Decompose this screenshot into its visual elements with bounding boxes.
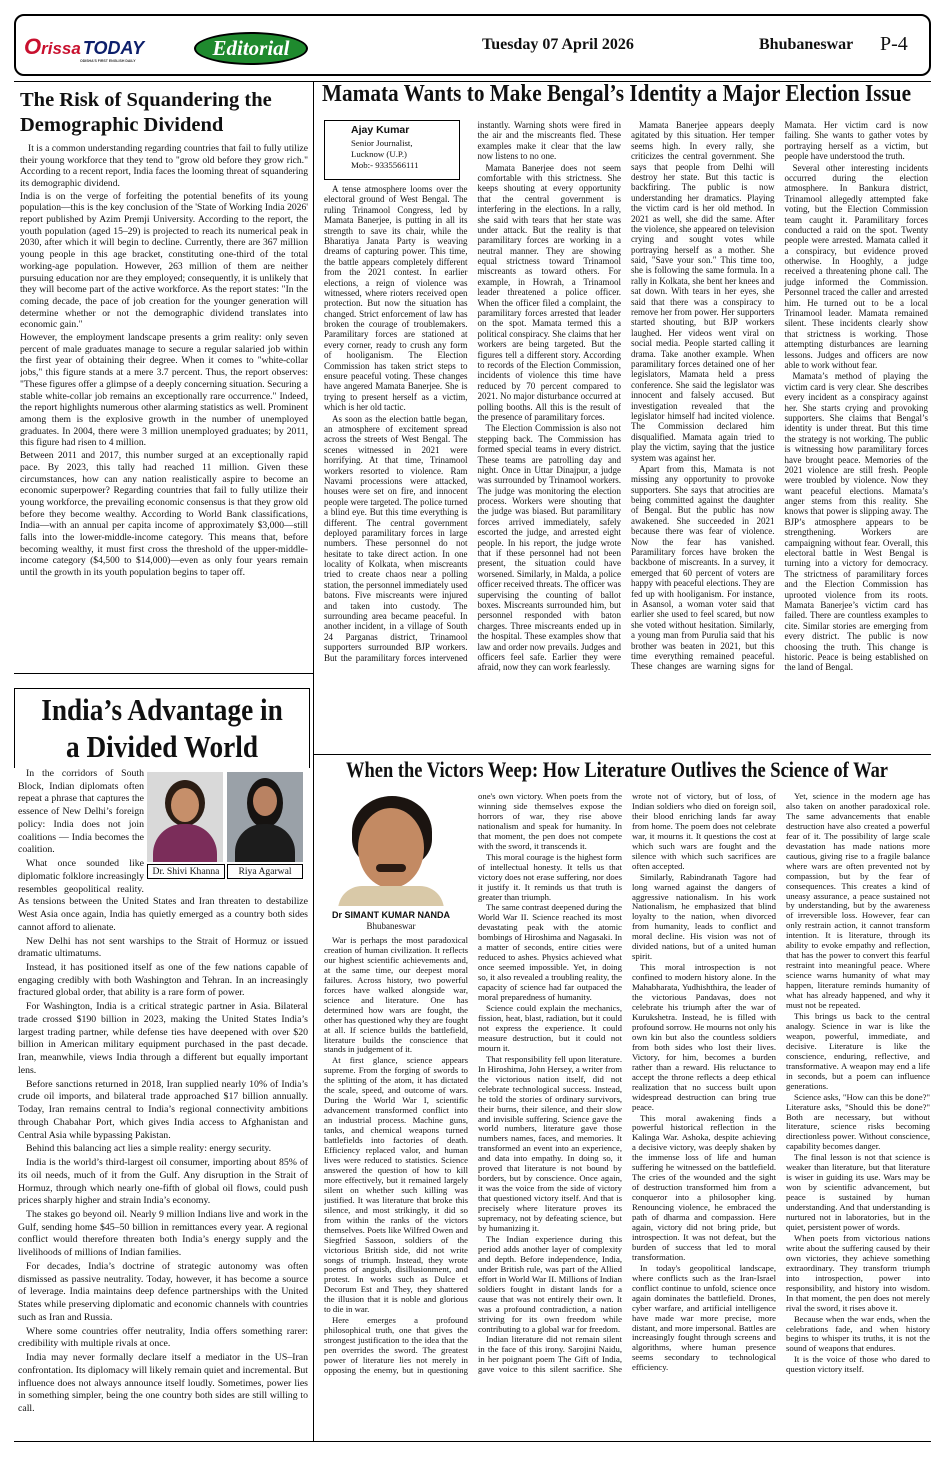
article3-body bbox=[324, 120, 928, 748]
article-india-advantage bbox=[18, 688, 308, 1436]
article4-para: The Indian experience during this period adds another layer of complexity and depth. Before independence, India, under British rule, was part of the Allied effort in World War II. Millions of Indian soldiers fought in distant lands for a cause that was not entirely their own. It was a profound contradiction, a nation striving for its own freedom while contributing to a global war for freedom. bbox=[478, 1233, 622, 1334]
article4-para: In today's geopolitical landscape, where conflicts such as the Iran-Israel conflict continue to unfold, science once again dominates the battlefield. Drones, cyber warfare, and artificial intelligence have made war more precise, more distant, and more impersonal. Battles are increasingly fought through screens and algorithms, where human presence seems secondary to technological efficiency. bbox=[632, 1262, 776, 1373]
logo-rissa: rissa bbox=[41, 39, 81, 58]
author3-name: Ajay Kumar bbox=[351, 124, 410, 136]
article-demographic-dividend bbox=[20, 88, 308, 670]
article4-para: Here emerges a profound philosophical truth, one that gives the strongest justification to the idea that the pen overrides the sword. The greatest power of literature lies not merely in opposing the enemy, but in questioning one's own victory. When poets from the winning side themselves expose the horrors of war, they rise above nationalism and speak for humanity. In that moment, the pen does not compete with the sword, it transcends it. bbox=[324, 792, 622, 1375]
article4-para: This moral awakening finds a powerful historical reflection in the Kalinga War. Ashoka, despite achieving a decisive victory, was deeply shaken by the immense loss of life and human suffering he witnessed on the battlefield. The cries of the wounded and the sight of destruction transformed him from a conqueror into a philosopher king. Renouncing violence, he embraced the path of dharma and compassion. Here again, victory did not bring pride, but introspection. It was not defeat, but the burden of success that led to moral transformation. bbox=[632, 1112, 776, 1262]
article4-para: This moral courage is the highest form of intellectual honesty. It tells us that victory does not erase suffering, nor does it justify it. It reminds us that truth is greater than triumph. bbox=[478, 851, 622, 902]
article1-title: The Risk of Squandering the Demographic Dividend bbox=[20, 89, 272, 137]
author4-place: Bhubaneswar bbox=[366, 921, 416, 931]
article3-para: Mamata Banerjee does not seem comfortable with this strictness. She keeps shouting at every opportunity that the central government is interfering in the elections. In a rally, she said with tears that her state was under attack. But the reality is that paramilitary forces are working in a neutral manner. They are showing equal strictness toward Trinamool miscreants as toward others. For example, in Howrah, a Trinamool leader threatened a police officer. When the officer filed a complaint, the paramilitary forces arrested that leader on the spot. Mamata termed this a political conspiracy. She claims that her workers are being targeted. But the figures tell a different story. According to records of the Election Commission, incidents of violence this time have reduced by 70 percent compared to 2021. No major disturbance occurred at polling booths. All this is the result of the presence of paramilitary forces. bbox=[477, 162, 621, 422]
article4-para: Similarly, Rabindranath Tagore had long warned against the dangers of aggressive nationalism. In his work Nationalism, he emphasized that blind loyalty to the nation, when divorced from humanity, leads to conflict and moral decline. His vision was not of divided nations, but of a united human spirit. bbox=[632, 871, 776, 962]
article4-para: Indian literature did not remain silent in the face of this irony. Sarojini Naidu, in her poignant poem The Gift of India, gave voice to this silent sacrifice. She wrote not of victory, but of loss, of Indian soldiers who died on foreign soil, their blood enriching lands far away from home. The poem does not celebrate war, it mourns it. It questions the cost at which such wars are fought and the silence with which such sacrifices are often accepted. bbox=[478, 792, 776, 1375]
article2-para: The stakes go beyond oil. Nearly 9 million Indians live and work in the Gulf, sending home $45–50 billion in remittances every year. A regional conflict would therefore threaten both India’s energy supply and the livelihoods of millions of Indian families. bbox=[18, 1208, 308, 1259]
editorial-label: Editorial bbox=[212, 36, 290, 60]
author4-name: Dr SIMANT KUMAR NANDA bbox=[332, 910, 450, 920]
article3-para: Mamata’s method of playing the victim card is very clear. She describes every incident as a conspiracy against her. She starts crying and provoking supporters. She claims that Bengal’s identity is under threat. But this time the strategy is not working. The public is witnessing how paramilitary forces have brought peace. Memories of the 2021 violence are still fresh. People were troubled by violence. Now they want peaceful elections. Mamata’s anger stems from this reality. She knows that power is slipping away. The BJP’s atmosphere appears to be strengthening. Workers are campaigning without fear. Overall, this electoral battle in West Bengal is turning into a victory for democracy. The strictness of paramilitary forces and the Election Commission has uprooted violence from its roots. Mamata Banerjee’s victim card has failed. There are countless examples to cite. Similar stories are emerging from every district. The public is now choosing the truth. This change is historic. Peace is being established on the land of Bengal. bbox=[784, 371, 928, 673]
article2-para: India may never formally declare itself a mediator in the US–Iran confrontation. Its diplomacy will likely remain quiet and incremental. But influence does not always announce itself loudly. Sometimes, power lies in something simpler, being the one country both sides are still willing to call. bbox=[18, 1352, 308, 1414]
article4-para: That responsibility fell upon literature. In Hiroshima, John Hersey, a writer from the victorious nation itself, did not celebrate technological success. Instead, he told the stories of ordinary survivors, their burns, their silence, and their slow and invisible suffering. Science gave the world numbers, literature gave those numbers names, faces, and memories. It transformed an event into an experience, and data into empathy. In doing so, it proved that literature is not bound by borders, but by conscience. Once again, it was the voice from the side of victory that questioned victory itself. And that is precisely where literature proves its supremacy, not by defeating science, but by humanizing it. bbox=[478, 1053, 622, 1233]
caption-khanna: Dr. Shivi Khanna bbox=[147, 864, 225, 879]
article-literature-war bbox=[318, 758, 931, 1438]
rule-bottom bbox=[14, 1441, 931, 1442]
article3-para: Mamata Banerjee appears deeply agitated by this situation. Her temper seems high. In every rally, she criticizes the central government. She says that people from Delhi will destroy her state. But this tactic is backfiring. The public is now understanding her dramatics. Playing the victim card is her old method. In 2021 as well, she did the same. After the violence, she appeared on television crying and sought votes while portraying herself as a mother. She said, "Save your son." This time too, she is following the same formula. In a rally in Kolkata, she bent her knees and sat down. With tears in her eyes, she said that there was a conspiracy to remove her from power. Her supporters started shouting, but BJP workers laughed. Her videos went viral on social media. People started calling it drama. Take another example. When paramilitary forces detained one of her legislators, Mamata held a press conference. She said the legislator was innocent and falsely accused. But investigation revealed that the legislator himself had incited violence. The Commission declared him disqualified. Mamata again tried to play the victim, saying that the justice system was against her. bbox=[631, 120, 775, 463]
article4-para: When poets from victorious nations write about the suffering caused by their own victories, they achieve something extraordinary. They transform triumph into introspection, power into responsibility, and history into wisdom. In that moment, the pen does not merely rival the sword, it rises above it. bbox=[786, 1232, 930, 1313]
article2-para: What once sounded like diplomatic folklore increasingly resembles geopolitical reality. As tensions between the United States and Iran threaten to destabilize West Asia once again, India has quietly emerged as a country both sides cannot afford to alienate. bbox=[18, 858, 308, 933]
author3-mob: Mob:- 9335566111 bbox=[351, 160, 419, 171]
masthead bbox=[14, 14, 931, 76]
article2-para: For Washington, India is a critical strategic partner in Asia. Bilateral trade crossed $190 billion in 2023, making the United States India’s largest trading partner, while defense ties have deepened with over $20 billion in American military equipment purchased in the past decade. Iran, meanwhile, views India through a different but equally important lens. bbox=[18, 1001, 308, 1076]
article2-para: Before sanctions returned in 2018, Iran supplied nearly 10% of India’s crude oil imports, and bilateral trade approached $17 billion annually. Today, Iran remains central to India’s regional connectivity ambitions through Chabahar Port, which gives India access to Afghanistan and Central Asia while bypassing Pakistan. bbox=[18, 1078, 308, 1141]
article1-para: However, the employment landscape presents a grim reality: only seven percent of male graduates manage to secure a regular salaried job within the first year of obtaining their degree. When it comes to "white-collar jobs," this figure stands at a mere 3.7 percent. Thus, the report observes: "These figures offer a glimpse of a deeply concerning situation. Securing a stable white-collar job remains an exceptionally rare occurrence." Indeed, the report highlights numerous other alarming statistics as well. Prominent among them is the explosive growth in the number of unemployed graduates. In 2004, there were 3 million unemployed graduates; by 2011, this figure had risen to 4 million. bbox=[20, 332, 308, 449]
orissa-today-logo bbox=[24, 34, 164, 64]
article3-para: Apart from this, Mamata is not missing any opportunity to provoke supporters. She says that atrocities are being committed against the daughter of Bengal. But the public has now awakened. She succeeded in 2021 because there was fear of violence. Now the fear has vanished. Paramilitary forces have broken the backbone of miscreants. In a survey, it emerged that 60 percent of voters are happy with peaceful elections. They are fed up with hooliganism. For instance, in Asansol, a woman voter said that earlier she used to feel scared, but now she voted without hesitation. Similarly, a young man from Purulia said that his brother was beaten in 2021, but this time everything remained peaceful. These changes are warning signs for Mamata. Her victim card is now failing. She wants to gather votes by portraying herself as a victim, but people have understood the truth. bbox=[631, 120, 928, 672]
rule-left-column bbox=[313, 81, 314, 1441]
masthead-city: Bhubaneswar bbox=[759, 36, 854, 53]
article3-para: Several other interesting incidents occurred during the election atmosphere. In Bankura district, Trinamool allegedly attempted fake voting, but the Election Commission team caught it. Paramilitary forces conducted a raid on the spot. Twenty people were arrested. Mamata called it a conspiracy, but evidence proved otherwise. In Hooghly, a judge received a threatening phone call. The judge informed the Commission. Personnel traced the caller and arrested him. He turned out to be a local Trinamool leader. Mamata remained silent. These incidents clearly show that strictness is working. Those attempting disturbances are learning lessons. Judges and officers are now able to work without fear. bbox=[784, 162, 928, 370]
article4-para: Yet, science in the modern age has also taken on another paradoxical role. The same advancements that enable destruction have also created a powerful fear of it. The possibility of large scale devastation has made nations more cautious, giving rise to a fragile balance where wars are often prevented not by compassion, but by the fear of consequences. This creates a kind of uneasy assurance, a peace sustained not by understanding, but by the awareness of irreversible loss. However, fear can only restrain action, it cannot transform intention. It is literature, through its ability to evoke empathy and reflection, that has the power to convert this fearful restraint into meaningful peace. Where science warns humanity of what may happen, literature reminds humanity of what has already happened, and why it must not be repeated. bbox=[786, 792, 930, 1011]
rule-mid-split bbox=[313, 754, 931, 755]
article1-para: India is on the verge of forfeiting the potential benefits of its young population—this is the key conclusion of the 'State of Working India 2026' report published by Azim Premji University. According to the report, the youth population (aged 15–29) is projected to reach its numerical peak in 2030, after which it will begin to decline. Currently, there are 367 million young people in this age bracket, constituting one-third of the total working-age population. However, 263 million of them are neither pursuing education nor are they employed; consequently, it is unlikely that they will become part of the active workforce. As the report states: "In the coming decade, the pace of job creation for the younger generation will determine whether or not the demographic dividend translates into economic gain." bbox=[20, 190, 308, 331]
editorial-badge bbox=[194, 32, 308, 65]
article2-para: India is the world’s third-largest oil consumer, importing about 85% of its oil needs, much of it from the Gulf. Any disruption in the Strait of Hormuz, through which nearly one-fifth of global oil flows, could push prices sharply higher and strain India’s economy. bbox=[18, 1157, 308, 1207]
article1-body bbox=[20, 143, 308, 668]
article4-para: The same contrast deepened during the World War II. Science reached its most devastating peak with the atomic bombings of Hiroshima and Nagasaki. In a matter of seconds, entire cities were reduced to ashes. Physics achieved what once seemed impossible. Yet, in doing so, it also revealed a troubling reality, the capacity of science had far outpaced the moral preparedness of humanity. bbox=[478, 902, 622, 1003]
logo-tagline: ODISHA'S FIRST ENGLISH DAILY bbox=[80, 59, 136, 63]
article2-para: Instead, it has positioned itself as one of the few nations capable of engaging credibly with both Washington and Tehran. In an increasingly fractured global order, that ability is a rare form of power. bbox=[18, 962, 308, 999]
article2-para: In the corridors of South Block, Indian diplomats often repeat a phrase that captures the essence of New Delhi’s foreign policy: India does not join coalitions — India becomes the coalition. bbox=[18, 768, 144, 856]
article4-para: Because when the war ends, when the celebrations fade, and when history begins to whisper its truths, it is not the sound of weapons that endures. bbox=[786, 1313, 930, 1354]
article2-para: New Delhi has not sent warships to the Strait of Hormuz or issued dramatic ultimatums. bbox=[18, 935, 308, 960]
article2-para: For decades, India’s doctrine of strategic autonomy was often dismissed as passive neutrality. Today, however, it has become a source of leverage. India maintains deep defence partnerships with the United States while preserving diplomatic and economic channels with countries such as Iran and Russia. bbox=[18, 1260, 308, 1323]
article4-para: It is the voice of those who dared to question victory itself. bbox=[786, 1354, 930, 1375]
logo-today: TODAY bbox=[82, 38, 145, 58]
article4-para: At first glance, science appears supreme. From the forging of swords to the splitting of the atom, it has dictated the scale, speed, and outcome of wars. During the World War I, scientific advancement transformed conflict into an industrial process. Machine guns, tanks, and chemical weapons turned battlefields into factories of death. Efficiency replaced valor, and human lives were reduced to statistics. Science answered the question of how to kill more effectively, but it remained largely silent on whether such killing was justified. It was literature that broke this silence, and most strikingly, it did so from within the ranks of the victors themselves. Poets like Wilfred Owen and Siegfried Sassoon, soldiers of the victorious British side, did not write songs of triumph. Instead, they wrote poems of anguish, disillusionment, and protest. In works such as Dulce et Decorum Est and They, they shattered the illusion that it is noble and glorious to die in war. bbox=[324, 1055, 468, 1315]
article4-para: War is perhaps the most paradoxical creation of human civilization. It reflects our highest scientific achievements and, at the same time, our deepest moral failures. Across history, two powerful forces have walked alongside war, science and literature. One has determined how wars are fought, the other has questioned why they are fought at all. If science builds the battlefield, literature builds the conscience that stands in judgement of it. bbox=[324, 935, 468, 1055]
masthead-date: Tuesday 07 April 2026 bbox=[482, 36, 634, 53]
logo-o: O bbox=[24, 34, 42, 59]
author3-role: Senior Journalist, bbox=[351, 137, 413, 148]
article2-para: Behind this balancing act lies a simple reality: energy security. bbox=[26, 1143, 272, 1155]
article1-para: It is a common understanding regarding countries that fail to fully utilize their young workforce that they tend to "grow old before they grow rich." According to a recent report, India faces the looming threat of squandering its demographic dividend. bbox=[20, 142, 308, 189]
article3-para: The Election Commission is also not stepping back. The Commission has formed special teams in every district. These teams are patrolling day and night. Once in Uttar Dinajpur, a judge was surrounded by Trinamool workers. The judge was monitoring the election process. Workers were shouting that the judge was biased. But paramilitary forces arrived immediately, safely escorted the judge, and arrested eight people. In his report, the judge wrote that if these personnel had not been present, the situation could have worsened. Similarly, in Malda, a police officer received threats. The officer was supervising the counting of ballot boxes. Miscreants surrounded him, but personnel responded with baton charges. Three miscreants ended up in the hospital. These examples show that law and order now prevails. Judges and officers feel safe. Earlier they were afraid, now they can work fearlessly. bbox=[477, 423, 621, 673]
page-number: P-4 bbox=[880, 33, 908, 55]
article4-para: This brings us back to the central analogy. Science in war is like the weapon, powerful, immediate, and decisive. Literature is like the conscience, enduring, reflective, and transformative. A weapon may end a life in seconds, but a poem can influence generations. bbox=[786, 1010, 930, 1091]
article3-title: Mamata Wants to Make Bengal’s Identity a Major Election Issue bbox=[322, 81, 911, 107]
author3-place: Lucknow (U.P.) bbox=[351, 149, 407, 160]
article2-para: Where some countries offer neutrality, India offers something rarer: credibility with multiple rivals at once. bbox=[18, 1325, 308, 1350]
article3-para: As soon as the election battle began, an atmosphere of excitement spread across the streets of West Bengal. The scenes witnessed in 2021 were horrifying. At that time, Trinamool workers resorted to violence. Ram Navami processions were attacked, houses were set on fire, and innocent people were targeted. The police turned a blind eye. But this time everything is different. The central government deployed paramilitary forces in large numbers. These personnel do not hesitate to take direct action. In one locality of Kolkata, when miscreants tried to create chaos near a polling station, the personnel immediately used batons. Five miscreants were injured and taken into custody. The surrounding area became peaceful. In another incident, in a village of South 24 Parganas district, Trinamool supporters surrounded BJP workers. But the paramilitary forces intervened instantly. Warning shots were fired in the air and the miscreants fled. These examples make it clear that the law now listens to no one. bbox=[324, 120, 621, 663]
article4-para: The final lesson is not that science is weaker than literature, but that literature is wiser in guiding its use. Wars may be won by scientific advancement, but peace is sustained by human understanding. And that understanding is nurtured not in laboratories, but in the quiet, persistent power of words. bbox=[786, 1152, 930, 1232]
article3-para: A tense atmosphere looms over the electoral ground of West Bengal. The ruling Trinamool Congress, led by Mamata Banerjee, is putting in all its strength to save its chair, while the Bharatiya Janata Party is weaving dreams of capturing power. This time, the battle appears completely different from the 2021 contest. In earlier elections, a reign of violence was witnessed, where rioters received open protection. But now the situation has changed. Strict enforcement of law has broken the courage of troublemakers. Paramilitary forces are stationed at every corner, ready to crush any form of hooliganism. The Election Commission has taken strict steps to ensure peaceful voting. These changes have angered Mamata Banerjee. She is trying to present herself as a victim, which is her old tactic. bbox=[324, 184, 468, 413]
article4-para: Science asks, "How can this be done?" Literature asks, "Should this be done?" Both are necessary, but without literature, science risks becoming directionless power. Without conscience, capability becomes danger. bbox=[786, 1091, 930, 1152]
article4-title: When the Victors Weep: How Literature Outlives the Science of War bbox=[346, 757, 889, 782]
article4-body bbox=[324, 792, 930, 1436]
article4-para: This moral introspection is not confined to modern history alone. In the Mahabharata, Yudhishthira, the leader of the victorious Pandavas, does not celebrate his triumph after the war of Kurukshetra. Instead, he is filled with profound sorrow. He mourns not only his own kin but also the countless soldiers from both sides who lost their lives. Victory, for him, becomes a burden rather than a reward. His reluctance to accept the throne reflects a deep ethical realization that no success built upon widespread destruction can bring true peace. bbox=[632, 962, 776, 1112]
article4-para: Science could explain the mechanics, fission, heat, blast, radiation, but it could not express the experience. It could measure destruction, but it could not mourn it. bbox=[478, 1003, 622, 1053]
article2-title: India’s Advantage in a Divided World bbox=[41, 692, 283, 764]
article2-body bbox=[18, 768, 308, 1433]
article-mamata bbox=[318, 82, 931, 750]
article1-para: Between 2011 and 2017, this number surged at an exceptionally rapid pace. By 2023, this tally had reached 11 million. Given these circumstances, how can any nation realistically aspire to become an economic superpower? Regarding countries that fail to fully utilize their young workforce, the prevailing economic consensus is that they grow old before they become wealthy. According to World Bank classifications, India—with an annual per capita income of approximately $3,000—still falls into the lower-middle-income category. This means that, before becoming wealthy, it must first cross the threshold of the upper-middle-income category ($4,500 to $14,000)—even as only four years remain until the growth in its youth population begins to taper off. bbox=[20, 450, 308, 579]
caption-agarwal: Riya Agarwal bbox=[227, 864, 303, 879]
rule-left-split bbox=[14, 673, 313, 674]
